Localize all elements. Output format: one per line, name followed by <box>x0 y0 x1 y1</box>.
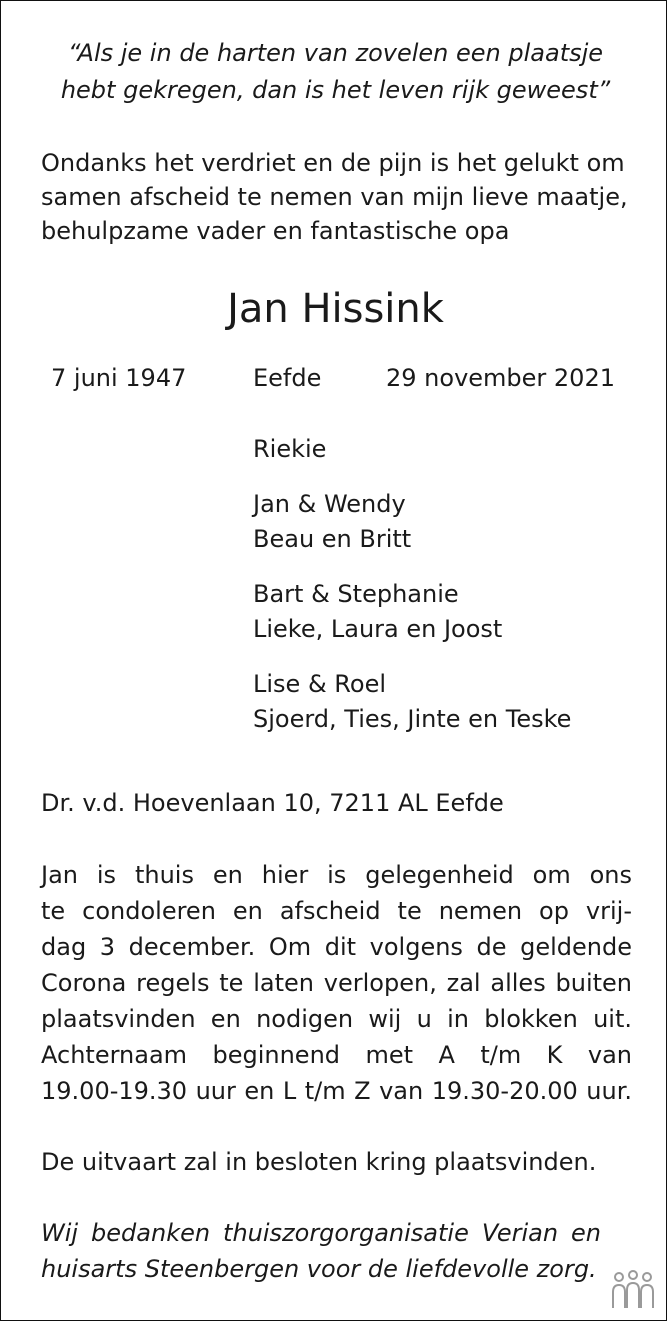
funeral-notice: De uitvaart zal in besloten kring plaatsvinden. <box>41 1148 597 1176</box>
family-group <box>253 667 571 737</box>
family-line: Lieke, Laura en Joost <box>253 615 503 643</box>
intro-line: behulpzame vader en fantastische opa <box>41 217 510 245</box>
body-line: dag 3 december. Om dit volgens de geldende <box>41 933 632 961</box>
body-line: Jan is thuis en hier is gelegenheid om ons <box>41 861 632 889</box>
family-line: Bart & Stephanie <box>253 580 459 608</box>
death-date: 29 november 2021 <box>386 364 615 392</box>
condolence-info <box>41 857 632 1109</box>
quote-line: “Als je in de harten van zovelen een plaatsje <box>67 39 604 67</box>
body-line: 19.00-19.30 uur en L t/m Z van 19.30-20.00 uur. <box>41 1077 632 1105</box>
home-address: Dr. v.d. Hoevenlaan 10, 7211 AL Eefde <box>41 789 504 817</box>
body-line: Corona regels te laten verlopen, zal alles buiten <box>41 969 632 997</box>
family-line: Sjoerd, Ties, Jinte en Teske <box>253 705 572 733</box>
opening-quote <box>1 35 669 109</box>
family-line: Riekie <box>253 435 327 463</box>
family-line: Beau en Britt <box>253 525 412 553</box>
thanks-line: Wij bedanken thuiszorgorganisatie Verian en <box>41 1219 601 1247</box>
intro-line: Ondanks het verdriet en de pijn is het gelukt om <box>41 149 625 177</box>
body-line: plaatsvinden en nodigen wij u in blokken uit. <box>41 1005 632 1033</box>
place: Eefde <box>253 364 322 392</box>
thanks-text <box>41 1215 601 1287</box>
quote-line: hebt gekregen, dan is het leven rijk geweest” <box>60 76 611 104</box>
birth-date: 7 juni 1947 <box>51 364 187 392</box>
family-group <box>253 487 571 557</box>
body-line: te condoleren en afscheid te nemen op vrij- <box>41 897 632 925</box>
deceased-name: Jan Hissink <box>227 286 444 332</box>
family-group <box>253 577 571 647</box>
people-group-icon <box>610 1270 656 1310</box>
family-line: Jan & Wendy <box>253 490 406 518</box>
family-list <box>253 432 571 757</box>
family-line: Lise & Roel <box>253 670 386 698</box>
family-group <box>253 432 571 467</box>
thanks-line: huisarts Steenbergen voor de liefdevolle zorg. <box>41 1255 597 1283</box>
intro-text <box>41 146 641 248</box>
intro-line: samen afscheid te nemen van mijn lieve maatje, <box>41 183 628 211</box>
body-line: Achternaam beginnend met A t/m K van <box>41 1041 632 1069</box>
